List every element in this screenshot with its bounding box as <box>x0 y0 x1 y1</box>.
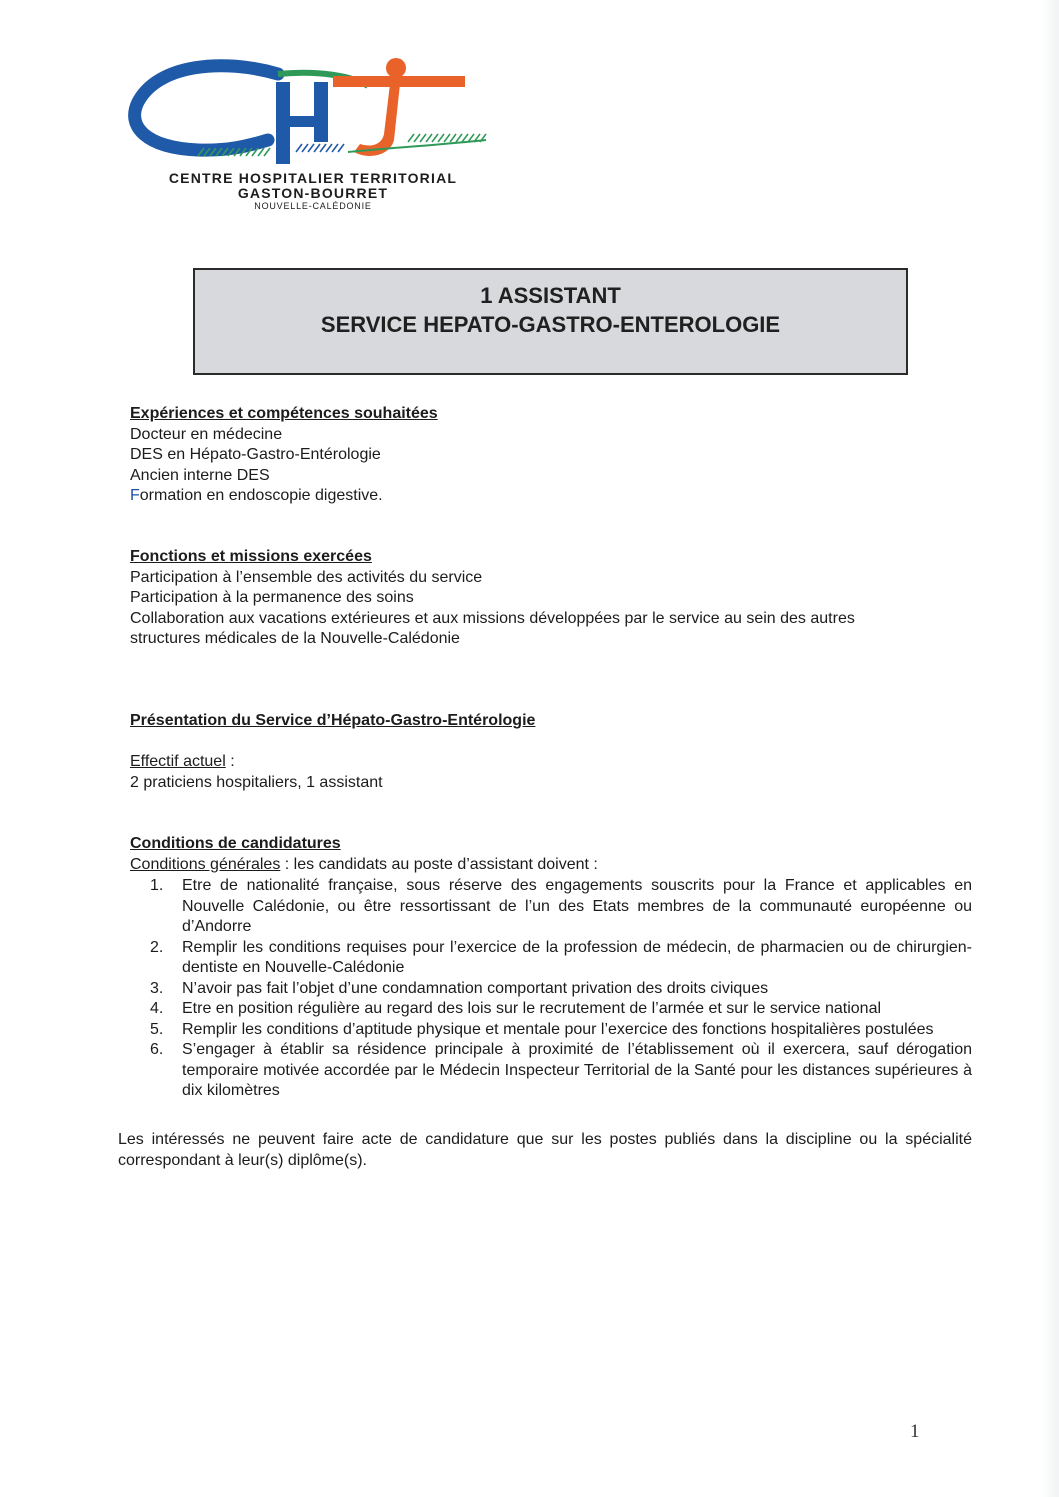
list-item: Collaboration aux vacations extérieures et aux missions développées par le service au sein des autres <box>130 609 855 627</box>
effectif-value: 2 praticiens hospitaliers, 1 assistant <box>130 773 383 791</box>
section-heading: Présentation du Service d’Hépato-Gastro-Entérologie <box>130 712 536 729</box>
list-item-number: 3. <box>150 979 164 997</box>
list-item-number: 6. <box>150 1041 164 1058</box>
list-item <box>130 1040 972 1102</box>
job-title-line1: 1 ASSISTANT <box>480 283 621 308</box>
list-item: Ancien interne DES <box>130 466 270 484</box>
conditions-list <box>130 876 972 1102</box>
list-item <box>130 876 972 938</box>
section-heading: Fonctions et missions exercées <box>130 548 372 565</box>
list-item: Docteur en médecine <box>130 425 283 443</box>
list-item-text: Remplir les conditions d’aptitude physique et mentale pour l’exercice des fonctions hospitalières postulées <box>182 1020 934 1038</box>
list-item-text: S’engager à établir sa résidence principale à proximité de l’établissement où il exercera, sauf dérogation temporaire motivée accordée par le Médecin Inspecteur Territorial de la Santé pour les distances supérieures à dix kilomètres <box>182 1041 972 1099</box>
list-item <box>130 999 972 1020</box>
list-item-text: Etre en position régulière au regard des lois sur le recrutement de l’armée et sur le service national <box>182 1000 882 1017</box>
list-item-text: Remplir les conditions requises pour l’exercice de la profession de médecin, de pharmacien ou de chirurgien-dentiste en Nouvelle-Calédonie <box>182 938 972 976</box>
list-item: Participation à l’ensemble des activités du service <box>130 568 483 586</box>
section-heading: Conditions de candidatures <box>130 835 341 852</box>
list-item-number: 4. <box>150 1000 164 1017</box>
section-presentation <box>130 711 535 732</box>
list-item-number: 2. <box>150 938 164 956</box>
list-item <box>130 938 972 979</box>
list-item <box>130 486 438 507</box>
logo-emblem-icon <box>128 52 498 172</box>
list-item <box>130 1020 972 1041</box>
job-title-line2: SERVICE HEPATO-GASTRO-ENTEROLOGIE <box>320 312 781 337</box>
logo-name-line3: NOUVELLE-CALÉDONIE <box>254 201 372 211</box>
section-conditions <box>130 834 598 875</box>
effectif-colon: : <box>225 753 235 770</box>
list-item: structures médicales de la Nouvelle-Calédonie <box>130 630 460 647</box>
list-item: Participation à la permanence des soins <box>130 589 414 606</box>
logo-name-line2: GASTON-BOURRET <box>237 185 389 201</box>
list-item-number: 5. <box>150 1020 164 1038</box>
page-number: 1 <box>910 1421 920 1442</box>
section-fonctions <box>130 547 855 650</box>
section-heading: Expériences et compétences souhaitées <box>130 405 438 422</box>
list-item-text: Etre de nationalité française, sous réserve des engagements souscrits pour la France et applicables en Nouvelle Calédonie, ou être ressortissant de l’un des Etats membres de la communauté européenne ou d’Andorre <box>182 877 972 935</box>
page-edge-shadow <box>1041 0 1059 1497</box>
logo-name-line1: CENTRE HOSPITALIER TERRITORIAL <box>168 170 458 186</box>
hospital-logo <box>128 52 498 222</box>
list-item-text: N’avoir pas fait l’objet d’une condamnation comportant privation des droits civiques <box>182 979 769 997</box>
conditions-general-label: Conditions générales <box>130 855 281 873</box>
section-experiences <box>130 404 438 507</box>
closing-paragraph: Les intéressés ne peuvent faire acte de candidature que sur les postes publiés dans la discipline ou la spécialité correspondant à leur(s) diplôme(s). <box>118 1131 972 1169</box>
list-item-rest: ormation en endoscopie digestive. <box>139 487 383 504</box>
effectif-label: Effectif actuel <box>130 753 226 770</box>
list-item-number: 1. <box>150 877 164 894</box>
list-item: DES en Hépato-Gastro-Entérologie <box>130 446 381 463</box>
conditions-general-text: : les candidats au poste d’assistant doivent : <box>280 855 598 873</box>
job-title-box <box>193 268 908 375</box>
effectif-block <box>130 752 383 793</box>
list-item <box>130 979 972 1000</box>
list-item-first-letter: F <box>130 487 140 504</box>
